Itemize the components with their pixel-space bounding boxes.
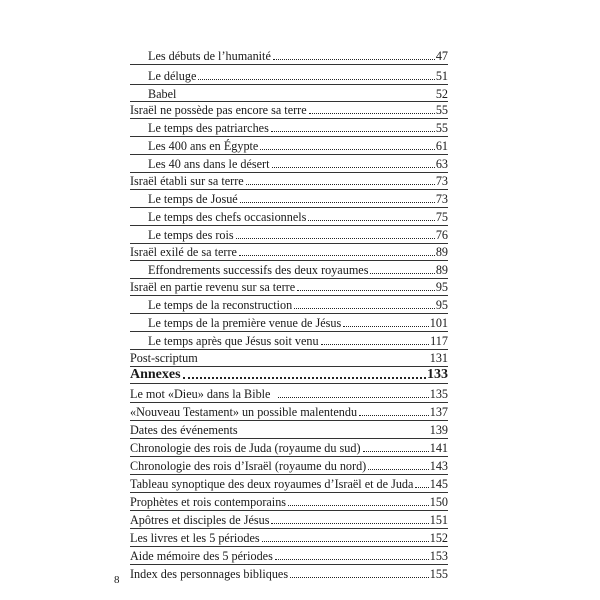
toc-entry-label: Le temps après que Jésus soit venu [148,334,319,348]
toc-entry-page: 73 [435,174,448,188]
leader-dots [294,307,435,309]
toc-entry [130,526,448,545]
toc-entry-page: 151 [429,513,448,527]
toc-entry-page: 89 [435,245,448,259]
toc-entry-page: 153 [429,549,448,563]
toc-entry-page: 150 [429,495,448,509]
leader-dots [370,272,434,274]
toc-entry-page: 51 [435,69,448,83]
leader-dots [239,254,435,256]
leader-dots [271,522,428,524]
toc-entry-label: Le temps de Josué [148,192,238,206]
page-number: 8 [114,574,120,586]
toc-entry-label: Chronologie des rois d’Israël (royaume du nord) [130,459,367,473]
leader-dots [246,183,435,185]
toc-entry-label: Le temps des chefs occasionnels [148,210,307,224]
toc-entry [130,508,448,527]
leader-dots [297,289,435,291]
toc-entry [130,240,448,259]
leader-dots [278,396,428,398]
toc-entry-label: Tableau synoptique des deux royaumes d’Israël et de Juda [130,477,414,491]
leader-dots [359,414,429,416]
toc-entry [148,311,448,330]
toc-entry-label: Le temps des rois [148,228,234,242]
toc-entry [148,134,448,153]
toc-entry-label: Aide mémoire des 5 périodes [130,549,273,563]
toc-entry-label: Les 400 ans en Égypte [148,139,259,153]
toc-entry-page: 95 [435,298,448,312]
leader-dots [363,450,429,452]
leader-dots [275,558,429,560]
toc-entry-label: Israël en partie revenu sur sa terre [130,280,296,294]
toc-entry-label: Israël ne possède pas encore sa terre [130,103,307,117]
leader-dots [368,468,428,470]
toc-entry-page: 143 [429,459,448,473]
toc-entry-page: 152 [429,531,448,545]
toc-entry [130,454,448,473]
leader-dots [343,325,428,327]
annexes-heading-label: Annexes [130,367,181,382]
toc-entry [130,169,448,188]
toc-entry-label: Dates des événements [130,423,238,437]
toc-entry [148,64,448,83]
toc-entry-label: Israël exilé de sa terre [130,245,237,259]
toc-entry [130,418,448,437]
toc-entry-label: Le déluge [148,69,197,83]
toc-entry-page: 95 [435,280,448,294]
toc-entry [148,116,448,135]
toc-entry-page: 61 [435,139,448,153]
toc-entry-page: 137 [429,405,448,419]
leader-dots [236,237,435,239]
toc-entry-page: 89 [435,263,448,277]
toc-entry [130,98,448,117]
toc-entry-page: 52 [435,87,448,101]
toc-entry [148,44,448,63]
toc-entry [130,400,448,419]
toc-entry-label: Prophètes et rois contemporains [130,495,287,509]
toc-entry-label: Babel [148,87,177,101]
toc-entry-label: Les livres et les 5 périodes [130,531,260,545]
annexes-heading-page: 133 [427,367,448,382]
toc-entry [148,293,448,312]
leader-dots [308,219,434,221]
toc-entry [130,562,448,581]
toc-entry-label: Post-scriptum [130,351,198,365]
leader-dots [271,130,435,132]
toc-entry-label: Apôtres et disciples de Jésus [130,513,270,527]
toc-entry-page: 73 [435,192,448,206]
toc-entry-page: 101 [429,316,448,330]
toc-entry-page: 55 [435,103,448,117]
annexes-heading [130,360,448,382]
toc-entry-label: Les 40 ans dans le désert [148,157,270,171]
toc-entry [130,544,448,563]
toc-entry-page: 55 [435,121,448,135]
toc-entry-label: Israël établi sur sa terre [130,174,244,188]
toc-entry [130,436,448,455]
toc-entry-label: Index des personnages bibliques [130,567,289,581]
toc-entry [130,490,448,509]
toc-entry-page: 131 [429,351,448,365]
toc-entry [130,382,448,401]
leader-dots [198,78,434,80]
toc-entry-page: 76 [435,228,448,242]
toc-entry-page: 155 [429,567,448,581]
leader-dots [183,376,426,379]
toc-entry-page: 63 [435,157,448,171]
toc-entry-label: Effondrements successifs des deux royaumes [148,263,369,277]
toc-entry [130,472,448,491]
toc-entry-label: Le mot «Dieu» dans la Bible [130,387,271,401]
toc-entry-page: 75 [435,210,448,224]
toc-entry-label: Le temps des patriarches [148,121,269,135]
toc-entry-page: 141 [429,441,448,455]
toc-entry-label: Chronologie des rois de Juda (royaume du sud) [130,441,361,455]
toc-entry-label: Les débuts de l’humanité [148,49,271,63]
toc-entry-label: «Nouveau Testament» un possible malentendu [130,405,358,419]
leader-dots [262,540,429,542]
toc-entry [148,205,448,224]
leader-dots [290,576,429,578]
leader-dots [309,112,435,114]
leader-dots [272,166,435,168]
toc-entry-page: 135 [429,387,448,401]
toc-entry-page: 145 [429,477,448,491]
leader-dots [415,486,428,488]
toc-entry-page: 47 [435,49,448,63]
leader-dots [240,433,429,434]
toc-entry-page: 117 [430,334,448,348]
leader-dots [288,504,429,506]
leader-dots [260,148,434,150]
leader-dots [240,201,435,203]
leader-dots [273,58,435,60]
toc-entry-page: 139 [429,423,448,437]
toc-entry [130,275,448,294]
toc-entry-label: Le temps de la première venue de Jésus [148,316,342,330]
leader-dots [321,343,430,345]
toc-entry [148,187,448,206]
toc-entry-label: Le temps de la reconstruction [148,298,293,312]
